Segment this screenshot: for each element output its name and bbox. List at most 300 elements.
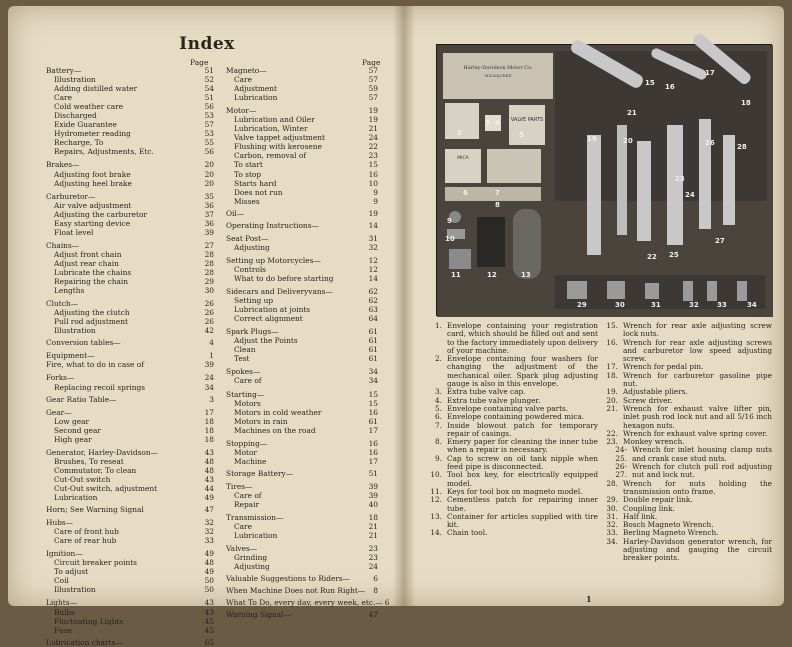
envelope-valve-parts <box>509 105 545 145</box>
legend-item <box>428 455 598 472</box>
entry-title: Motors in rain <box>234 416 288 426</box>
entry-page: 44 <box>204 483 214 493</box>
index-subentry <box>46 201 214 210</box>
entry-title: Air valve adjustment <box>54 200 132 210</box>
legend-number: 13. <box>430 511 442 521</box>
entry-title: Test <box>234 354 250 364</box>
entry-page: 28 <box>204 249 214 259</box>
entry-title: Setting up <box>234 296 274 306</box>
entry-title: Misses <box>234 196 260 206</box>
legend-number: 30. <box>606 503 618 513</box>
index-subentry <box>226 243 378 252</box>
callout-number: 9 <box>447 217 452 225</box>
entry-page: 31 <box>368 233 378 243</box>
page-column-header: Page <box>190 58 209 67</box>
legend-number: 2. <box>435 354 442 364</box>
entry-title: Lubrication <box>234 531 278 541</box>
legend-text: Harley-Davidson generator wrench, for adjusting and gauging the circuit breaker points. <box>623 536 772 563</box>
index-subentry <box>46 129 214 138</box>
entry-page: 20 <box>204 160 214 170</box>
entry-title: Float level <box>54 227 94 237</box>
index-subentry <box>226 448 378 457</box>
index-page <box>22 6 392 647</box>
index-subentry <box>226 274 378 283</box>
wrench-25 <box>667 125 683 245</box>
index-entry <box>226 482 378 491</box>
tin-label: Harley-Davidson Motor Co. <box>463 65 533 71</box>
entry-page: 19 <box>368 115 378 125</box>
index-subentry <box>46 576 214 585</box>
index-subentry <box>226 531 378 540</box>
index-column-2 <box>226 66 390 620</box>
index-entry <box>46 408 214 417</box>
callout-number: 28 <box>737 143 747 151</box>
entry-title: Lubrication charts— <box>46 637 123 647</box>
index-subentry <box>46 527 214 536</box>
entry-page: 18 <box>368 513 378 523</box>
callout-number: 30 <box>615 301 625 309</box>
entry-title: Adjust the Points <box>234 336 298 346</box>
keys-11 <box>449 249 471 269</box>
index-subentry <box>46 608 214 617</box>
index-entry <box>46 549 214 558</box>
entry-title: Carbon, removal of <box>234 151 307 161</box>
index-subentry <box>226 491 378 500</box>
entry-title: Stopping— <box>226 438 268 448</box>
entry-title: Oil— <box>226 208 245 218</box>
entry-page: 19 <box>368 106 378 116</box>
legend-number: 26-27. <box>615 462 627 480</box>
entry-page: 56 <box>204 147 214 157</box>
entry-page: 14 <box>368 220 378 230</box>
entry-title: Discharged <box>54 111 97 121</box>
emery-paper <box>445 187 541 201</box>
entry-title: What To Do, every day, every week, etc.— <box>226 598 383 608</box>
entry-page: 53 <box>204 129 214 139</box>
entry-page: 26 <box>204 317 214 327</box>
index-entry <box>226 66 378 75</box>
entry-title: Illustration <box>54 585 96 595</box>
index-column-1 <box>46 66 214 647</box>
legend-text: Monkey wrench. <box>623 437 685 447</box>
book-spread <box>8 6 784 647</box>
entry-page: 16 <box>368 407 378 417</box>
entry-title: Lubrication and Oiler <box>234 115 315 125</box>
entry-title: Brakes— <box>46 160 80 170</box>
entry-page: 59 <box>368 84 378 94</box>
callout-number: 24 <box>685 191 695 199</box>
legend-item <box>428 438 598 455</box>
entry-title: Gear— <box>46 407 72 417</box>
legend-text: Wrench for nuts holding the transmission onto frame. <box>623 478 772 496</box>
entry-title: Operating Instructions— <box>226 220 319 230</box>
entry-page: 24 <box>368 562 378 572</box>
callout-number: 12 <box>487 271 497 279</box>
entry-page: 4 <box>209 338 214 348</box>
index-entry <box>46 505 214 514</box>
entry-page: 49 <box>204 549 214 559</box>
entry-page: 20 <box>204 169 214 179</box>
entry-title: Fluctuating Lights <box>54 616 124 626</box>
index-entry <box>46 373 214 382</box>
entry-page: 26 <box>204 299 214 309</box>
entry-page: 29 <box>204 277 214 287</box>
entry-page: 9 <box>373 187 378 197</box>
index-entry <box>226 256 378 265</box>
index-subentry <box>46 102 214 111</box>
legend-text: Emery paper for cleaning the inner tube when a repair is necessary. <box>447 437 598 455</box>
entry-title: To start <box>234 160 263 170</box>
index-entry <box>46 241 214 250</box>
index-subentry <box>226 188 378 197</box>
entry-title: Starting— <box>226 389 265 399</box>
entry-page: 18 <box>204 416 214 426</box>
callout-number: 32 <box>689 301 699 309</box>
entry-page: 43 <box>204 474 214 484</box>
legend-number: 34. <box>606 536 618 546</box>
index-entry <box>226 610 378 619</box>
entry-title: Valuable Suggestions to Riders— <box>226 574 351 584</box>
entry-title: Adjust front chain <box>54 249 122 259</box>
entry-page: 57 <box>368 75 378 85</box>
index-subentry <box>46 250 214 259</box>
entry-title: What to do before starting <box>234 273 334 283</box>
entry-title: To adjust <box>54 567 89 577</box>
entry-title: Care <box>234 522 252 532</box>
callout-number: 4 <box>495 119 500 127</box>
callout-number: 25 <box>669 251 679 259</box>
entry-title: Spokes— <box>226 367 261 377</box>
entry-page: 45 <box>204 625 214 635</box>
index-subentry <box>46 567 214 576</box>
index-subentry <box>226 142 378 151</box>
legend-column-1 <box>428 322 598 538</box>
entry-page: 17 <box>368 456 378 466</box>
index-subentry <box>46 484 214 493</box>
index-subentry <box>46 210 214 219</box>
index-subentry <box>226 500 378 509</box>
entry-title: Motors in cold weather <box>234 407 322 417</box>
book-gutter <box>393 6 415 606</box>
legend-item <box>428 322 598 355</box>
entry-title: Setting up Motorcycles— <box>226 255 321 265</box>
index-subentry <box>226 522 378 531</box>
entry-page: 24 <box>204 373 214 383</box>
legend-item <box>604 405 772 430</box>
entry-title: Generator, Harley-Davidson— <box>46 447 158 457</box>
index-entry <box>226 574 378 583</box>
entry-title: Conversion tables— <box>46 338 121 348</box>
entry-title: Cut-Out switch <box>54 474 111 484</box>
legend-item <box>428 496 598 513</box>
legend-text: Cementless patch for repairing inner tube. <box>447 495 598 513</box>
entry-page: 16 <box>368 447 378 457</box>
legend-number: 16. <box>606 337 618 347</box>
index-subentry <box>46 383 214 392</box>
entry-title: Horn; See Warning Signal <box>46 505 144 515</box>
index-entry <box>46 360 214 369</box>
index-entry <box>46 66 214 75</box>
entry-title: Machine <box>234 456 267 466</box>
index-entry <box>46 448 214 457</box>
entry-page: 57 <box>204 120 214 130</box>
entry-title: Care of <box>234 490 262 500</box>
index-entry <box>46 351 214 360</box>
index-entry <box>46 299 214 308</box>
index-subentry <box>226 345 378 354</box>
entry-title: Transmission— <box>226 513 284 523</box>
legend-number: 6. <box>435 412 442 422</box>
index-subentry <box>226 179 378 188</box>
index-subentry <box>226 376 378 385</box>
index-subentry <box>226 426 378 435</box>
callout-number: 33 <box>717 301 727 309</box>
entry-title: Repairs, Adjustments, Etc. <box>54 147 154 157</box>
entry-title: When Machine Does not Run Right— <box>226 586 366 596</box>
legend-item <box>604 538 772 563</box>
entry-page: 62 <box>368 287 378 297</box>
index-subentry <box>226 133 378 142</box>
entry-page: 21 <box>368 522 378 532</box>
index-subentry <box>46 466 214 475</box>
callout-number: 23 <box>675 175 685 183</box>
entry-page: 6 <box>384 598 390 608</box>
legend-item <box>604 322 772 339</box>
entry-page: 42 <box>204 326 214 336</box>
entry-title: High gear <box>54 434 92 444</box>
entry-title: Second gear <box>54 425 101 435</box>
entry-title: Exide Guarantee <box>54 120 117 130</box>
callout-number: 16 <box>665 83 675 91</box>
entry-title: Cold weather care <box>54 102 124 112</box>
index-subentry <box>46 435 214 444</box>
entry-page: 45 <box>204 616 214 626</box>
entry-title: Illustration <box>54 75 96 85</box>
entry-title: Carburetor— <box>46 191 96 201</box>
legend-text: Wrench for rear axle adjusting screw lock nuts. <box>623 321 772 339</box>
entry-title: Warning Signal— <box>226 610 291 620</box>
link-31 <box>645 283 659 299</box>
index-entry <box>226 390 378 399</box>
entry-title: Brushes, To reseat <box>54 456 124 466</box>
entry-title: Controls <box>234 264 266 274</box>
entry-title: Chains— <box>46 240 80 250</box>
entry-page: 51 <box>204 93 214 103</box>
index-subentry <box>226 457 378 466</box>
legend-item <box>428 529 598 537</box>
legend-number: 15. <box>606 321 618 330</box>
entry-page: 65 <box>204 637 214 647</box>
entry-title: Lubrication <box>54 493 98 503</box>
entry-page: 50 <box>204 576 214 586</box>
entry-title: Motor— <box>226 106 257 116</box>
entry-page: 49 <box>204 493 214 503</box>
index-entry <box>46 395 214 404</box>
entry-title: Valves— <box>226 544 258 554</box>
index-entry <box>226 598 390 608</box>
index-subentry <box>226 408 378 417</box>
entry-title: Storage Battery— <box>226 468 294 478</box>
entry-title: Lubricate the chains <box>54 267 132 277</box>
legend-text: Envelope containing your registration card, which should be filled out and sent to the factory immediately upon delivery of your machine. <box>447 321 598 355</box>
entry-page: 32 <box>368 242 378 252</box>
callout-number: 13 <box>521 271 531 279</box>
legend-number: 33. <box>606 528 618 538</box>
index-entry <box>226 586 378 595</box>
index-entry <box>226 544 378 553</box>
callout-number: 29 <box>577 301 587 309</box>
legend-text: Wrench for clutch pull rod adjusting nut and lock nut. <box>632 462 772 480</box>
wrench-28 <box>723 135 735 225</box>
index-subentry <box>226 314 378 323</box>
entry-page: 12 <box>368 255 378 265</box>
entry-page: 51 <box>204 66 214 75</box>
legend-item <box>428 471 598 488</box>
index-subentry <box>46 317 214 326</box>
index-subentry <box>226 354 378 363</box>
entry-page: 23 <box>368 553 378 563</box>
entry-title: Motors <box>234 398 261 408</box>
entry-title: Adjusting the clutch <box>54 308 130 318</box>
callout-number: 31 <box>651 301 661 309</box>
callout-number: 17 <box>705 69 715 77</box>
entry-page: 43 <box>204 607 214 617</box>
entry-title: Ignition— <box>46 549 83 559</box>
index-subentry <box>46 493 214 502</box>
entry-title: Clean <box>234 345 256 355</box>
callout-number: 18 <box>741 99 751 107</box>
legend-number: 19. <box>606 387 618 397</box>
legend-number: 9. <box>435 453 442 463</box>
entry-page: 18 <box>204 434 214 444</box>
entry-title: Hydrometer reading <box>54 129 131 139</box>
legend-item <box>604 480 772 497</box>
callout-number: 27 <box>715 237 725 245</box>
index-subentry <box>46 617 214 626</box>
entry-title: Pull rod adjustment <box>54 317 128 327</box>
entry-page: 3 <box>209 394 214 404</box>
entry-page: 26 <box>204 308 214 318</box>
entry-page: 39 <box>368 481 378 491</box>
callout-number: 21 <box>627 109 637 117</box>
link-30 <box>607 281 625 299</box>
entry-page: 61 <box>368 354 378 364</box>
index-subentry <box>226 160 378 169</box>
entry-title: Does not run <box>234 187 283 197</box>
entry-page: 34 <box>368 367 378 377</box>
wrench-34 <box>737 281 747 301</box>
legend-number: 10. <box>430 470 442 480</box>
legend-number: 18. <box>606 370 618 380</box>
index-subentry <box>226 553 378 562</box>
patch-12 <box>477 217 505 267</box>
entry-page: 8 <box>373 586 378 596</box>
entry-page: 28 <box>204 258 214 268</box>
index-subentry <box>46 558 214 567</box>
entry-page: 63 <box>368 305 378 315</box>
legend-text: Adjustable pliers. <box>623 387 688 397</box>
index-subentry <box>226 305 378 314</box>
legend-text: Keys for tool box on magneto model. <box>447 486 583 496</box>
entry-page: 43 <box>204 447 214 457</box>
index-subentry <box>226 265 378 274</box>
legend-number: 17. <box>606 362 618 372</box>
entry-title: Clutch— <box>46 299 79 309</box>
wrench-32 <box>683 281 693 301</box>
entry-title: Care of rear hub <box>54 536 117 546</box>
entry-page: 21 <box>368 531 378 541</box>
entry-page: 23 <box>368 151 378 161</box>
entry-page: 55 <box>204 138 214 148</box>
entry-page: 18 <box>204 425 214 435</box>
entry-title: Lengths <box>54 286 85 296</box>
legend-text: Wrench for exhaust valve lifter pin, inlet push rod lock nut and all 5/16 inch hexagon nuts. <box>623 403 772 430</box>
entry-page: 61 <box>368 416 378 426</box>
index-entry <box>226 287 378 296</box>
entry-title: Care <box>54 93 72 103</box>
index-entry <box>226 209 378 218</box>
entry-title: Cut-Out switch, adjustment <box>54 483 158 493</box>
index-subentry <box>46 326 214 335</box>
entry-page: 49 <box>204 567 214 577</box>
entry-page: 37 <box>204 209 214 219</box>
tin-sublabel: MILWAUKEE <box>484 73 512 78</box>
entry-title: Care <box>234 75 252 85</box>
entry-title: Adding distilled water <box>54 84 138 94</box>
index-subentry <box>226 84 378 93</box>
index-entry <box>226 234 378 243</box>
index-subentry <box>226 151 378 160</box>
entry-title: Adjusting the carburetor <box>54 209 147 219</box>
entry-title: Coil <box>54 576 69 586</box>
entry-page: 22 <box>368 142 378 152</box>
index-subentry <box>46 536 214 545</box>
page-column-header: Page <box>362 58 381 67</box>
entry-page: 9 <box>373 196 378 206</box>
entry-page: 57 <box>368 66 378 75</box>
legend-number: 3. <box>435 387 442 397</box>
entry-title: Battery— <box>46 66 82 75</box>
entry-page: 17 <box>204 407 214 417</box>
legend-item <box>604 463 772 480</box>
entry-page: 34 <box>368 376 378 386</box>
legend-number: 7. <box>435 420 442 430</box>
index-subentry <box>46 268 214 277</box>
index-subentry <box>46 147 214 156</box>
entry-title: Repair <box>234 500 259 510</box>
legend-item <box>428 513 598 530</box>
legend-number: 5. <box>435 403 442 413</box>
entry-title: Replacing recoil springs <box>54 382 146 392</box>
entry-page: 48 <box>204 456 214 466</box>
callout-number: 7 <box>495 189 500 197</box>
entry-page: 6 <box>373 574 378 584</box>
entry-page: 15 <box>368 389 378 399</box>
entry-page: 30 <box>204 286 214 296</box>
entry-page: 48 <box>204 465 214 475</box>
index-subentry <box>46 308 214 317</box>
callout-number: 11 <box>451 271 461 279</box>
legend-text: Wrench for exhaust valve spring cover. <box>623 428 768 438</box>
entry-title: Tires— <box>226 481 253 491</box>
legend-text: Wrench for rear axle adjusting screws and carburetor low speed adjusting screw. <box>623 337 772 364</box>
entry-title: Motor <box>234 447 257 457</box>
entry-page: 24 <box>368 133 378 143</box>
index-subentry <box>46 228 214 237</box>
index-entry <box>46 160 214 169</box>
legend-item <box>428 355 598 388</box>
entry-page: 35 <box>204 191 214 201</box>
